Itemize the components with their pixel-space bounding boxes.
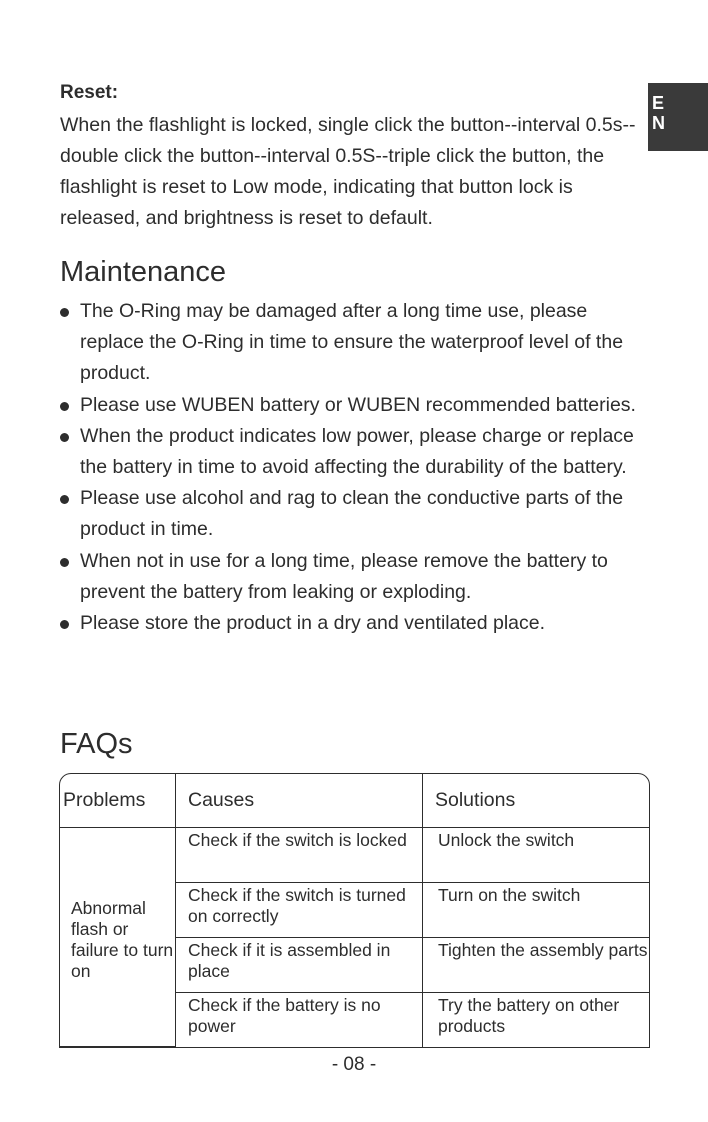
maintenance-item: Please store the product in a dry and ventilated place. (60, 608, 655, 639)
solution-cell: Turn on the switch (423, 883, 649, 938)
solution-cell: Unlock the switch (423, 828, 649, 883)
maintenance-item: When not in use for a long time, please remove the battery to prevent the battery from leaking or exploding. (60, 546, 655, 608)
reset-heading: Reset: (60, 82, 119, 103)
solution-cell: Try the battery on other products (438, 995, 620, 1036)
page-number: - 08 - (331, 1054, 377, 1075)
language-tab-letter: E (652, 93, 665, 113)
problem-cell: Abnormal flash or failure to turn on (60, 828, 176, 1047)
language-tab (648, 83, 708, 151)
solution-cell: Tighten the assembly parts (423, 938, 649, 993)
maintenance-item: When the product indicates low power, please charge or replace the battery in time to avoid affecting the durability of the battery. (60, 421, 655, 483)
faq-table (59, 773, 650, 1048)
maintenance-item: The O-Ring may be damaged after a long time use, please replace the O-Ring in time to ensure the waterproof level of the product. (60, 296, 655, 390)
column-header-causes: Causes (176, 774, 423, 828)
table-header-row (60, 774, 649, 828)
cause-cell: Check if it is assembled in place (176, 938, 423, 993)
table-row (60, 828, 649, 883)
maintenance-item: Please use alcohol and rag to clean the conductive parts of the product in time. (60, 483, 655, 545)
reset-paragraph: When the flashlight is locked, single click the button--interval 0.5s--double click the button--interval 0.5S--triple click the button, the flashlight is reset to Low mode, indicating that button lock is released, and brightness is reset to default. (60, 114, 636, 229)
column-header-problems: Problems (60, 774, 176, 828)
maintenance-list (60, 296, 655, 639)
maintenance-item: Please use WUBEN battery or WUBEN recommended batteries. (60, 390, 655, 421)
cause-cell: Check if the battery is no power (176, 993, 423, 1047)
language-tab-letter: N (652, 113, 665, 133)
column-header-solutions: Solutions (423, 774, 649, 828)
cause-cell: Check if the switch is locked (176, 828, 423, 883)
cause-cell: Check if the switch is turned on correctly (176, 883, 423, 938)
faqs-heading: FAQs (60, 728, 133, 760)
maintenance-heading: Maintenance (60, 256, 227, 288)
